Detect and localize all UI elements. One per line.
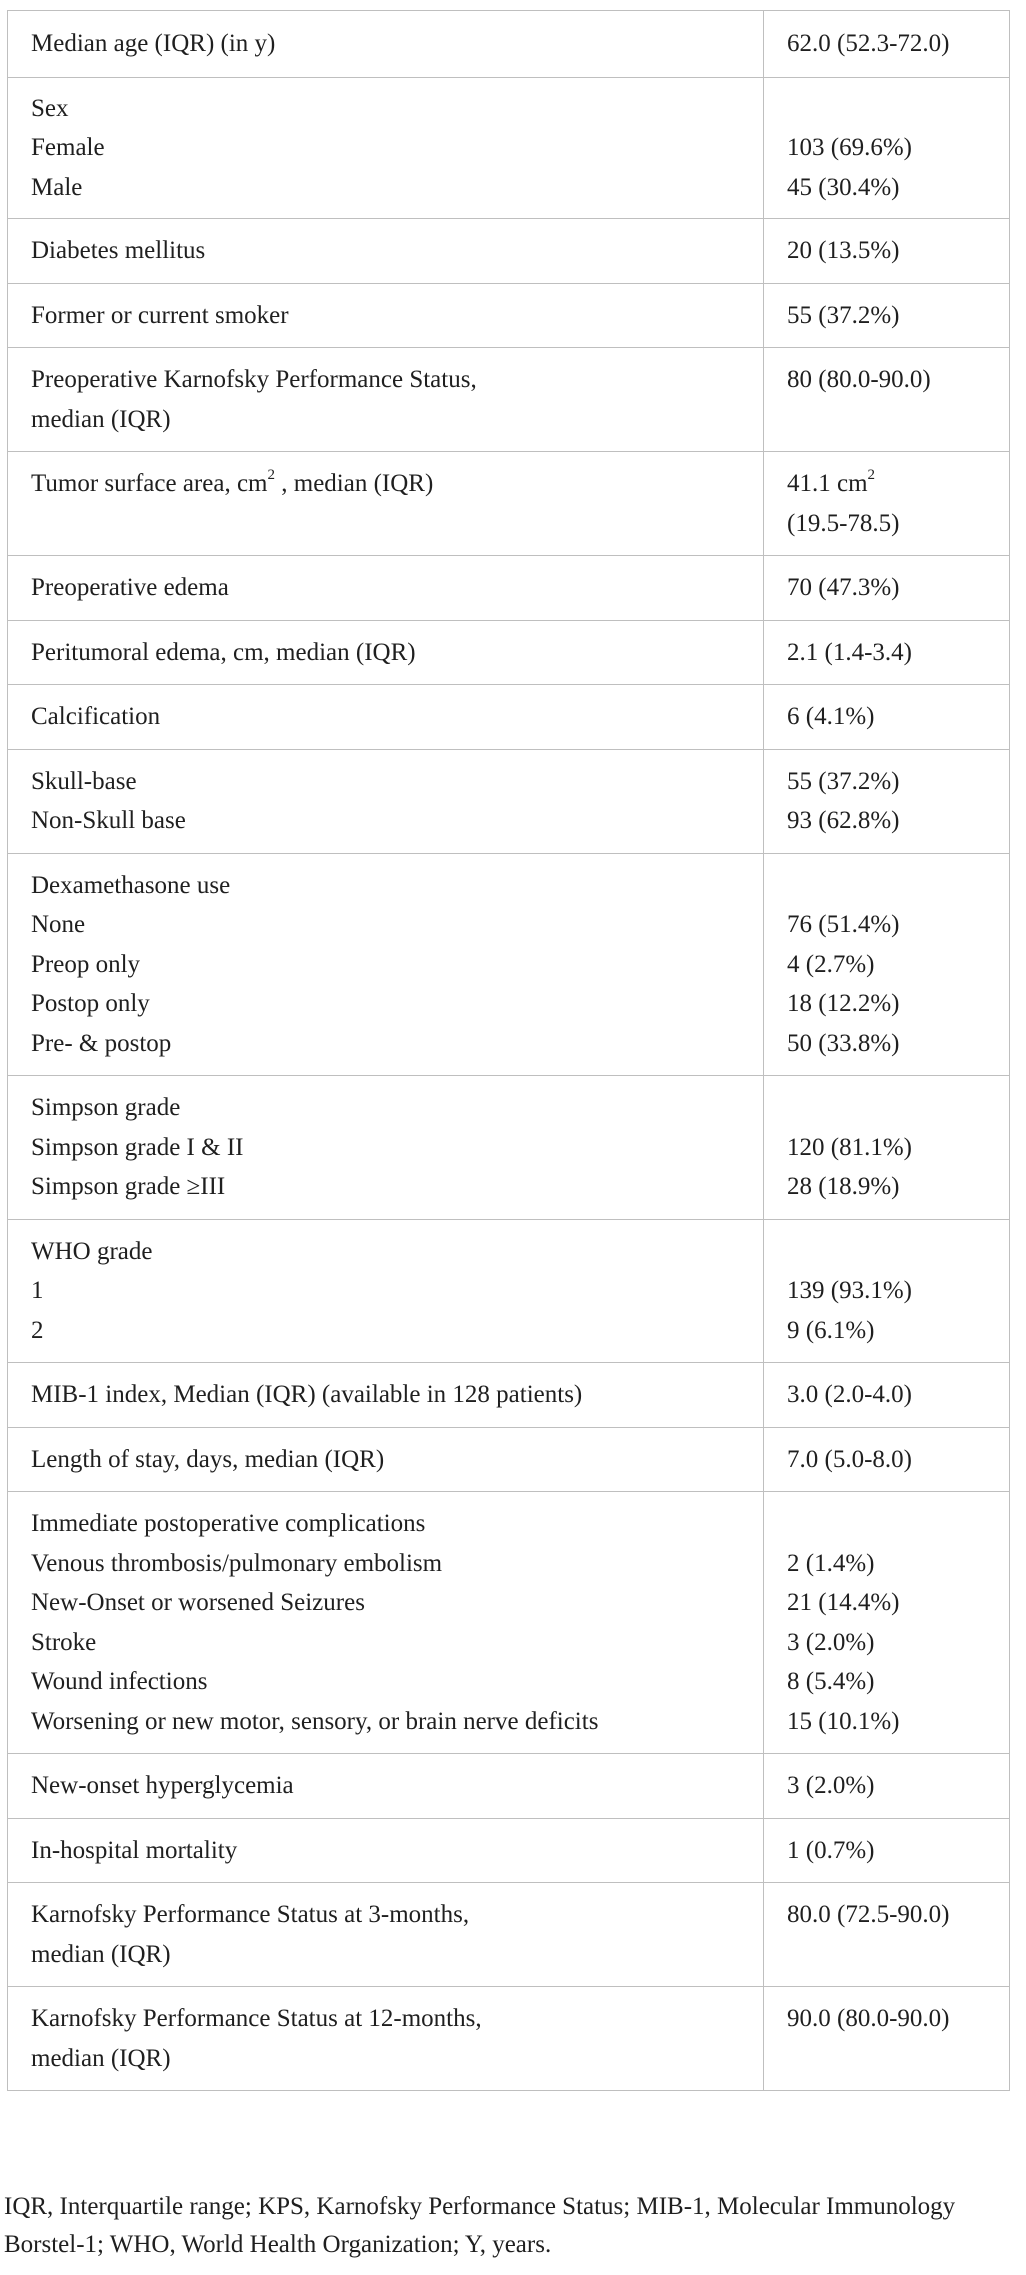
row-label-cell [8, 11, 764, 78]
row-value-cell [764, 348, 1010, 452]
row-label: 1 [31, 1277, 44, 1304]
row-value: 90.0 (80.0-90.0) [787, 2005, 950, 2032]
row-label-cell [8, 1883, 764, 1987]
row-label: None [31, 911, 86, 938]
row-value: 2 (1.4%) [787, 1549, 875, 1577]
table-row [8, 556, 1010, 621]
row-label: Diabetes mellitus [31, 237, 206, 264]
table-row [8, 1219, 1010, 1363]
row-label: New-onset hyperglycemia [31, 1772, 294, 1799]
row-label: Calcification [31, 703, 161, 730]
empty-line [787, 1232, 1009, 1272]
row-value: 103 (69.6%) [787, 134, 912, 161]
row-label: Postop only [31, 990, 150, 1017]
row-label: In-hospital mortality [31, 1836, 238, 1864]
row-label: Worsening or new motor, sensory, or brain nerve deficits [31, 1707, 599, 1735]
row-label-cell [8, 452, 764, 556]
table-row [8, 1492, 1010, 1754]
row-value-cell [764, 77, 1010, 219]
row-value: 9 (6.1%) [787, 1316, 875, 1344]
table-body [8, 11, 1010, 2091]
row-label-cell [8, 348, 764, 452]
row-value: 3 (2.0%) [787, 1628, 875, 1656]
table-row [8, 77, 1010, 219]
table-row [8, 11, 1010, 78]
table-row [8, 1427, 1010, 1492]
row-value-cell [764, 1492, 1010, 1754]
row-label-cell [8, 1492, 764, 1754]
row-value: 76 (51.4%) [787, 911, 900, 938]
row-label-cell [8, 283, 764, 348]
table-row [8, 1363, 1010, 1428]
row-label: Karnofsky Performance Status at 3-months, [31, 1901, 470, 1928]
row-value-cell [764, 1818, 1010, 1883]
table-row [8, 749, 1010, 853]
row-label: Sex [31, 94, 69, 122]
row-label: Former or current smoker [31, 301, 289, 329]
row-value-cell [764, 1987, 1010, 2091]
row-label: Simpson grade ≥III [31, 1173, 226, 1200]
row-value: 15 (10.1%) [787, 1707, 900, 1735]
row-label-cell [8, 1754, 764, 1819]
row-value-cell [764, 452, 1010, 556]
table-row [8, 1883, 1010, 1987]
row-label: Tumor surface area, $cm^2$ , median (IQR) [31, 466, 434, 497]
row-label: Karnofsky Performance Status at 12-months, [31, 2005, 482, 2032]
row-value-cell [764, 749, 1010, 853]
row-label: Peritumoral edema, cm, median (IQR) [31, 638, 416, 666]
row-label: Simpson grade I & II [31, 1133, 244, 1161]
row-value: 45 (30.4%) [787, 173, 900, 201]
row-label: Pre- & postop [31, 1029, 172, 1057]
empty-line [787, 866, 1009, 906]
row-label-cell [8, 1818, 764, 1883]
row-label: Length of stay, days, median (IQR) [31, 1445, 385, 1473]
row-value-cell [764, 1076, 1010, 1220]
row-value: (19.5-78.5) [787, 509, 900, 537]
row-label: Preoperative Karnofsky Performance Status, [31, 366, 477, 393]
row-value: 8 (5.4%) [787, 1668, 875, 1695]
row-value: 41.1 $cm^2$ [787, 466, 876, 497]
row-label: Median age (IQR) (in y) [31, 30, 276, 57]
empty-line [787, 1504, 1009, 1544]
row-value: 21 (14.4%) [787, 1589, 900, 1616]
row-value: 3.0 (2.0-4.0) [787, 1381, 912, 1408]
row-value: 20 (13.5%) [787, 237, 900, 264]
row-value-cell [764, 1754, 1010, 1819]
row-label: median (IQR) [31, 405, 171, 433]
row-label: 2 [31, 1316, 44, 1344]
row-value: 120 (81.1%) [787, 1133, 912, 1161]
row-label: WHO grade [31, 1237, 153, 1265]
characteristics-table [7, 10, 1010, 2091]
row-value: 2.1 (1.4-3.4) [787, 638, 912, 666]
table-row [8, 1987, 1010, 2091]
empty-line [787, 89, 1009, 129]
row-label-cell [8, 749, 764, 853]
row-label-cell [8, 219, 764, 284]
row-label: Male [31, 173, 83, 201]
row-value: 7.0 (5.0-8.0) [787, 1445, 912, 1473]
row-value-cell [764, 1363, 1010, 1428]
row-label: Female [31, 134, 105, 161]
empty-line [787, 1088, 1009, 1128]
row-value-cell [764, 1219, 1010, 1363]
table-row [8, 452, 1010, 556]
row-value: 80 (80.0-90.0) [787, 366, 931, 393]
row-label: Skull-base [31, 767, 137, 795]
row-label-cell [8, 620, 764, 685]
row-value: 1 (0.7%) [787, 1836, 875, 1864]
row-label: Non-Skull base [31, 807, 186, 834]
row-value: 4 (2.7%) [787, 950, 875, 978]
table-row [8, 348, 1010, 452]
row-label: median (IQR) [31, 2044, 171, 2072]
row-label-cell [8, 1987, 764, 2091]
table-footnote: IQR, Interquartile range; KPS, Karnofsky Performance Status; MIB-1, Molecular Immunology Borstel-1; WHO, World Health Organization; Y, years. [4, 2193, 956, 2258]
row-label: Preop only [31, 950, 141, 978]
row-label: Stroke [31, 1628, 97, 1656]
table-row [8, 620, 1010, 685]
row-label-cell [8, 556, 764, 621]
row-value-cell [764, 685, 1010, 750]
row-value-cell [764, 11, 1010, 78]
row-label: Simpson grade [31, 1094, 181, 1121]
row-label: Immediate postoperative complications [31, 1510, 426, 1537]
row-label-cell [8, 1363, 764, 1428]
row-value: 80.0 (72.5-90.0) [787, 1901, 950, 1928]
table-row [8, 685, 1010, 750]
row-value: 55 (37.2%) [787, 767, 900, 795]
row-label: median (IQR) [31, 1940, 171, 1968]
row-label: Preoperative edema [31, 574, 229, 601]
row-label: MIB-1 index, Median (IQR) (available in 128 patients) [31, 1381, 583, 1408]
row-value: 3 (2.0%) [787, 1772, 875, 1799]
row-value: 50 (33.8%) [787, 1029, 900, 1057]
table-row [8, 1754, 1010, 1819]
row-value: 28 (18.9%) [787, 1173, 900, 1200]
row-label: Dexamethasone use [31, 871, 231, 899]
table-row [8, 853, 1010, 1076]
row-label-cell [8, 77, 764, 219]
row-value-cell [764, 283, 1010, 348]
row-label-cell [8, 1427, 764, 1492]
row-label: Wound infections [31, 1668, 208, 1695]
row-value: 93 (62.8%) [787, 807, 900, 834]
row-value: 55 (37.2%) [787, 301, 900, 329]
row-value: 18 (12.2%) [787, 990, 900, 1017]
row-value-cell [764, 219, 1010, 284]
row-value-cell [764, 620, 1010, 685]
row-value: 70 (47.3%) [787, 574, 900, 601]
row-label-cell [8, 1076, 764, 1220]
row-value-cell [764, 853, 1010, 1076]
row-value: 139 (93.1%) [787, 1277, 912, 1304]
row-label: Venous thrombosis/pulmonary embolism [31, 1549, 443, 1577]
table-row [8, 283, 1010, 348]
row-value: 62.0 (52.3-72.0) [787, 30, 950, 57]
row-label: New-Onset or worsened Seizures [31, 1589, 365, 1616]
table-row [8, 1818, 1010, 1883]
row-value-cell [764, 1427, 1010, 1492]
row-value: 6 (4.1%) [787, 703, 875, 730]
row-label-cell [8, 853, 764, 1076]
table-row [8, 1076, 1010, 1220]
row-label-cell [8, 1219, 764, 1363]
row-value-cell [764, 556, 1010, 621]
row-value-cell [764, 1883, 1010, 1987]
table-row [8, 219, 1010, 284]
row-label-cell [8, 685, 764, 750]
